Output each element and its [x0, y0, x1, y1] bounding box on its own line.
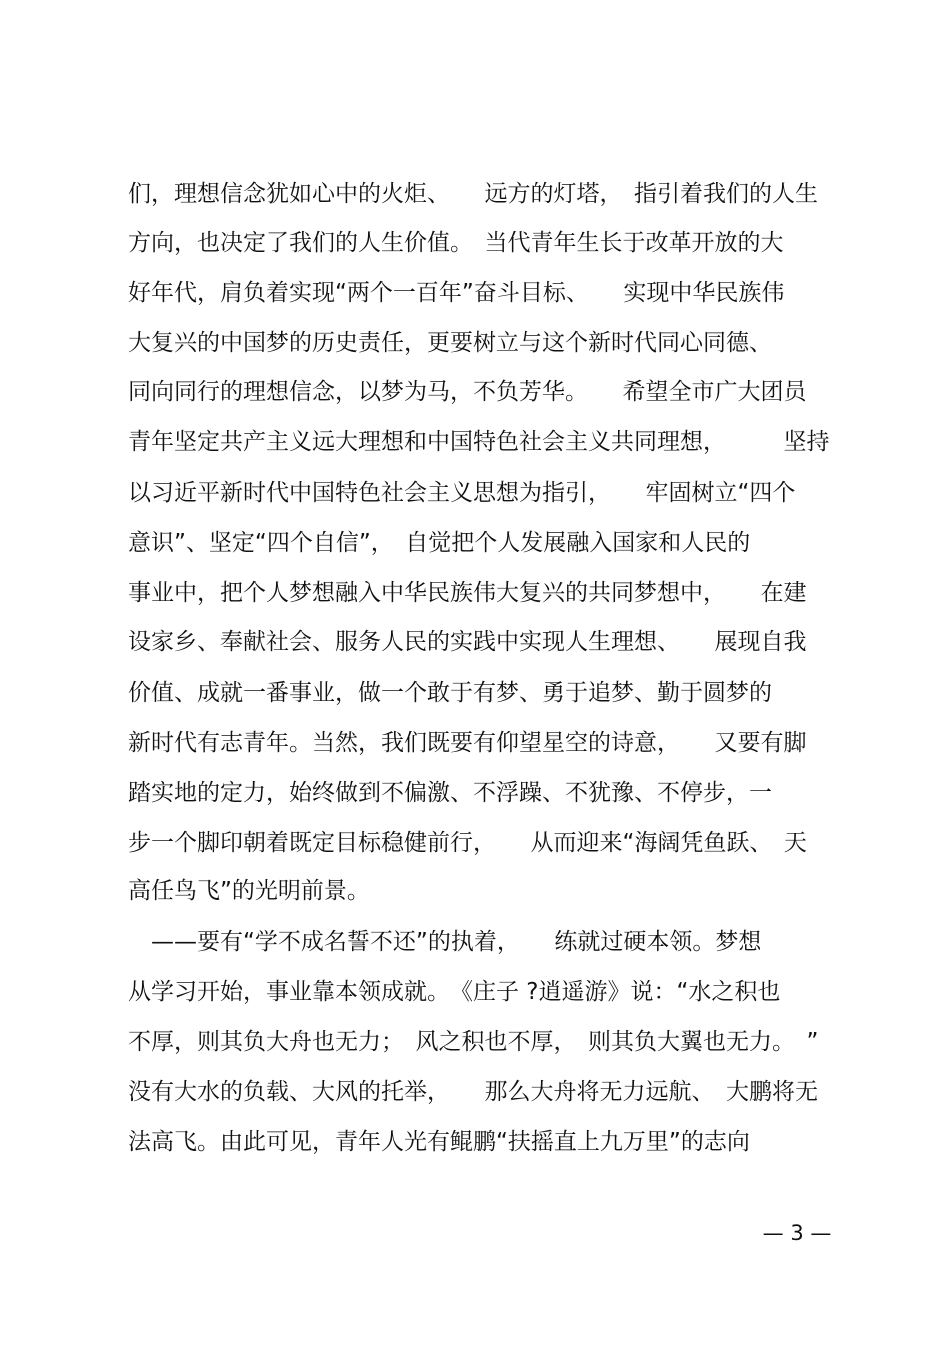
text-line: 大复兴的中国梦的历史责任，更要树立与这个新时代同心同德、 [128, 330, 772, 356]
text-line: 价值、成就一番事业，做一个敢于有梦、勇于追梦、勤于圆梦的 [128, 680, 772, 706]
text-line: 同向同行的理想信念，以梦为马，不负芳华。 希望全市广大团员 [128, 379, 807, 405]
text-line: 设家乡、奉献社会、服务人民的实践中实现人生理想、 展现自我 [128, 629, 807, 655]
text-line: 意识”、坚定“四个自信”， 自觉把个人发展融入国家和人民的 [128, 530, 751, 556]
text-line: 高任鸟飞”的光明前景。 [128, 878, 370, 904]
page-number: — 3 — [762, 1221, 832, 1245]
text-line: 从学习开始，事业靠本领成就。 《庄子 ?逍遥游》说：“水之积也 [128, 979, 781, 1005]
text-line: ——要有“学不成名誓不还”的执着， 练就过硬本领。梦想 [128, 929, 762, 955]
text-line: 们，理想信念犹如心中的火炬、 远方的灯塔， 指引着我们的人生 [128, 181, 818, 207]
text-line: 事业中，把个人梦想融入中华民族伟大复兴的共同梦想中， 在建 [128, 580, 807, 606]
text-line: 没有大水的负载、大风的托举， 那么大舟将无力远航、 大鹏将无 [128, 1079, 818, 1105]
text-line: 好年代，肩负着实现“两个一百年”奋斗目标、 实现中华民族伟 [128, 280, 785, 306]
text-line: 青年坚定共产主义远大理想和中国特色社会主义共同理想， 坚持 [128, 429, 830, 455]
text-line: 以习近平新时代中国特色社会主义思想为指引， 牢固树立“四个 [128, 480, 796, 506]
text-line: 新时代有志青年。当然，我们既要有仰望星空的诗意， 又要有脚 [128, 730, 807, 756]
text-line: 方向，也决定了我们的人生价值。 当代青年生长于改革开放的大 [128, 230, 784, 256]
text-line: 步一个脚印朝着既定目标稳健前行， 从而迎来“海阔凭鱼跃、 天 [128, 830, 807, 856]
text-line: 法高飞。由此可见，青年人光有鲲鹏“扶摇直上九万里”的志向 [128, 1129, 750, 1155]
text-line: 不厚，则其负大舟也无力； 风之积也不厚， 则其负大翼也无力。 ” [128, 1029, 819, 1055]
text-line: 踏实地的定力，始终做到不偏激、不浮躁、不犹豫、不停步，一 [128, 780, 772, 806]
